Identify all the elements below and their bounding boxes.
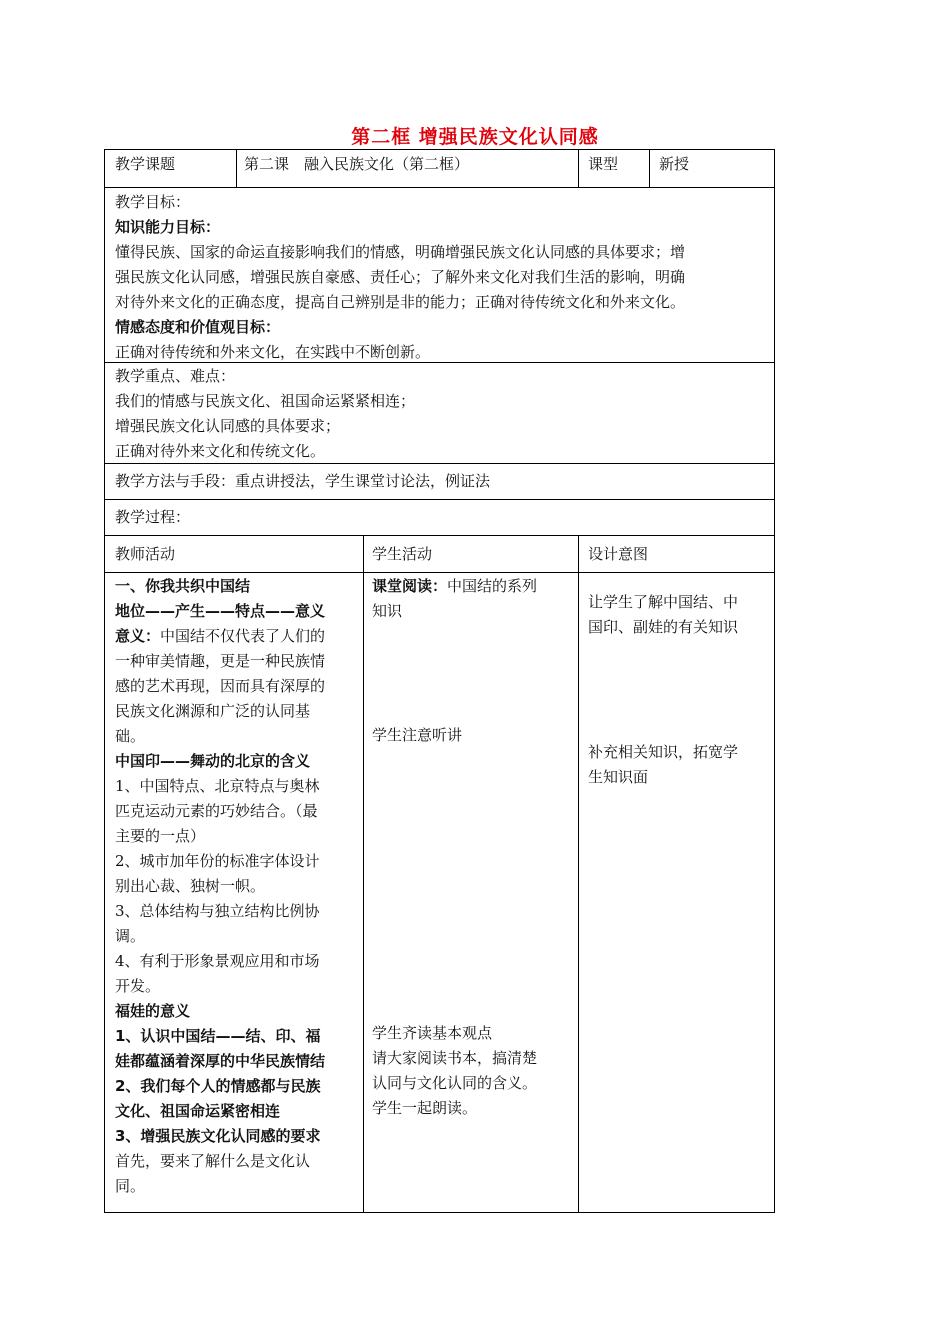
col-divider: [236, 149, 237, 187]
emotion-heading: 情感态度和价值观目标：: [115, 318, 281, 336]
col-divider: [363, 535, 364, 1213]
knowledge-line: 强民族文化认同感，增强民族自豪感、责任心；了解外来文化对我们生活的影响，明确: [115, 268, 686, 286]
key-point-item: 增强民族文化认同感的具体要求；: [115, 417, 341, 435]
column-header-teacher: 教师活动: [115, 545, 176, 563]
teacher-line-text: 中国结不仅代表了人们的: [160, 627, 326, 645]
lesson-topic-value: 第二课 融入民族文化（第二框）: [244, 155, 470, 173]
page-title: 第二框 增强民族文化认同感: [351, 126, 599, 148]
row-divider: [104, 187, 775, 188]
teacher-line: 3、总体结构与独立结构比例协: [115, 902, 320, 920]
lesson-topic-label: 教学课题: [115, 155, 176, 173]
teacher-line: 一、你我共织中国结: [115, 577, 251, 595]
teacher-line: 调。: [115, 927, 146, 945]
teacher-line: 匹克运动元素的巧妙结合。（最: [115, 802, 318, 820]
lesson-type-label: 课型: [588, 155, 619, 173]
student-line: 学生齐读基本观点: [372, 1024, 493, 1042]
student-line: 请大家阅读书本，搞清楚: [372, 1049, 538, 1067]
row-divider: [104, 499, 775, 500]
student-line: 认同与文化认同的含义。: [372, 1074, 538, 1092]
emotion-text: 正确对待传统和外来文化，在实践中不断创新。: [115, 343, 431, 361]
knowledge-line: 懂得民族、国家的命运直接影响我们的情感，明确增强民族文化认同感的具体要求；增: [115, 243, 686, 261]
reading-label: 课堂阅读：: [372, 577, 448, 595]
table-border-left: [104, 149, 105, 1213]
teacher-line: [115, 624, 360, 649]
teacher-line: 同。: [115, 1177, 146, 1195]
objectives-heading: 教学目标：: [115, 193, 191, 211]
teacher-line: 感的艺术再现，因而具有深厚的: [115, 677, 326, 695]
key-point-item: 我们的情感与民族文化、祖国命运紧紧相连；: [115, 392, 416, 410]
reading-text-cont: 知识: [372, 602, 403, 620]
student-listen: 学生注意听讲: [372, 726, 463, 744]
key-points-section: [115, 364, 765, 464]
reading-text: 中国结的系列: [447, 577, 538, 595]
teacher-line: 别出心裁、独树一帜。: [115, 877, 266, 895]
teacher-line: 地位——产生——特点——意义: [115, 602, 326, 620]
column-header-student: 学生活动: [372, 545, 433, 563]
teacher-line: 中国印——舞动的北京的含义: [115, 752, 311, 770]
key-points-heading: 教学重点、难点：: [115, 367, 236, 385]
knowledge-heading: 知识能力目标：: [115, 218, 221, 236]
teacher-line: 础。: [115, 727, 146, 745]
table-border-bottom: [104, 1212, 775, 1213]
key-point-item: 正确对待外来文化和传统文化。: [115, 442, 326, 460]
teacher-line: 2、城市加年份的标准字体设计: [115, 852, 320, 870]
teacher-line: 一种审美情趣，更是一种民族情: [115, 652, 326, 670]
teacher-line: 1、认识中国结——结、印、福: [115, 1027, 321, 1045]
col-divider: [649, 149, 650, 187]
objectives-section: [115, 190, 765, 365]
teacher-line-label: 意义：: [115, 627, 161, 645]
knowledge-line: 对待外来文化的正确态度，提高自己辨别是非的能力；正确对待传统文化和外来文化。: [115, 293, 686, 311]
column-header-design: 设计意图: [588, 545, 649, 563]
table-border-right: [774, 149, 775, 1213]
col-divider: [578, 535, 579, 1213]
student-reading: [372, 574, 577, 624]
teacher-line: 首先，要来了解什么是文化认: [115, 1152, 311, 1170]
student-line: 学生一起朗读。: [372, 1099, 478, 1117]
teacher-line: 主要的一点）: [115, 827, 206, 845]
design-line: 补充相关知识，拓宽学: [588, 743, 739, 761]
table-border-top: [104, 149, 775, 150]
design-intent-1: [588, 590, 772, 640]
teaching-method: 教学方法与手段：重点讲授法，学生课堂讨论法，例证法: [115, 472, 491, 490]
teacher-line: 3、增强民族文化认同感的要求: [115, 1127, 321, 1145]
teacher-activities: [115, 574, 360, 1199]
teacher-line: 娃都蕴涵着深厚的中华民族情结: [115, 1052, 326, 1070]
student-reading-activity: [372, 1021, 577, 1121]
lesson-type-value: 新授: [659, 155, 690, 173]
process-heading: 教学过程：: [115, 508, 191, 526]
teacher-line: 民族文化渊源和广泛的认同基: [115, 702, 311, 720]
teacher-line: 文化、祖国命运紧密相连: [115, 1102, 281, 1120]
col-divider: [578, 149, 579, 187]
teacher-line: 开发。: [115, 977, 161, 995]
design-line: 国印、副娃的有关知识: [588, 618, 739, 636]
teacher-line: 2、我们每个人的情感都与民族: [115, 1077, 321, 1095]
teacher-line: 福娃的意义: [115, 1002, 191, 1020]
row-divider: [104, 572, 775, 573]
row-divider: [104, 535, 775, 536]
teacher-line: 1、中国特点、北京特点与奥林: [115, 777, 320, 795]
design-intent-2: [588, 740, 772, 790]
teacher-line: 4、有利于形象景观应用和市场: [115, 952, 320, 970]
design-line: 让学生了解中国结、中: [588, 593, 739, 611]
design-line: 生知识面: [588, 768, 649, 786]
